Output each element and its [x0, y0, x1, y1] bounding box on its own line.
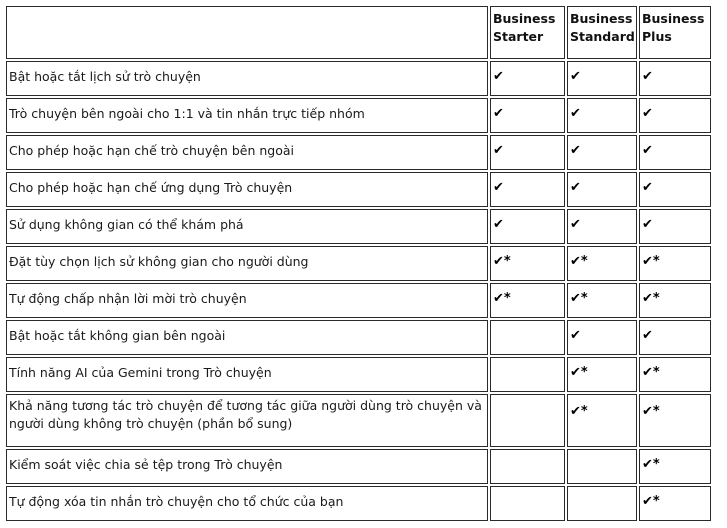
check-icon: ✔: [493, 106, 504, 121]
check-icon: ✔: [570, 328, 581, 343]
feature-comparison-table: [4, 4, 713, 523]
standard-cell: [567, 320, 637, 355]
starter-cell: [490, 209, 565, 244]
table-row: [6, 209, 711, 244]
standard-cell: [567, 394, 637, 447]
standard-cell: [567, 246, 637, 281]
starter-cell: [490, 61, 565, 96]
check-icon: ✔*: [570, 291, 588, 306]
check-icon: ✔: [570, 143, 581, 158]
table-row: [6, 486, 711, 521]
check-icon: ✔: [493, 180, 504, 195]
header-business-starter: [490, 6, 565, 59]
table-row: [6, 98, 711, 133]
plus-cell: [639, 394, 711, 447]
starter-cell: [490, 357, 565, 392]
header-row: [6, 6, 711, 59]
check-icon: ✔*: [642, 404, 660, 419]
plus-cell: [639, 246, 711, 281]
starter-cell: [490, 394, 565, 447]
feature-cell: [6, 209, 488, 244]
plus-cell: [639, 98, 711, 133]
feature-label: Trò chuyện bên ngoài cho 1:1 và tin nhắn trực tiếp nhóm: [9, 106, 365, 121]
table-row: [6, 283, 711, 318]
plus-cell: [639, 449, 711, 484]
check-icon: ✔: [642, 180, 653, 195]
check-icon: ✔: [493, 143, 504, 158]
header-business-standard: [567, 6, 637, 59]
standard-cell: [567, 486, 637, 521]
check-icon: ✔*: [493, 254, 511, 269]
feature-label: Tự động chấp nhận lời mời trò chuyện: [9, 291, 247, 306]
plus-cell: [639, 61, 711, 96]
plus-cell: [639, 320, 711, 355]
feature-cell: [6, 135, 488, 170]
check-icon: ✔*: [642, 291, 660, 306]
standard-cell: [567, 449, 637, 484]
header-business-plus: [639, 6, 711, 59]
standard-cell: [567, 135, 637, 170]
standard-cell: [567, 283, 637, 318]
table-row: [6, 357, 711, 392]
check-icon: ✔*: [642, 457, 660, 472]
feature-label: Đặt tùy chọn lịch sử không gian cho người dùng: [9, 254, 309, 269]
check-icon: ✔*: [570, 404, 588, 419]
feature-cell: [6, 357, 488, 392]
starter-cell: [490, 320, 565, 355]
table-row: [6, 246, 711, 281]
feature-cell: [6, 61, 488, 96]
check-icon: [568, 487, 636, 493]
check-icon: [491, 487, 564, 493]
feature-label: Khả năng tương tác trò chuyện để tương tác giữa người dùng trò chuyện và người dùng không trò chuyện (phần bổ sung): [9, 398, 482, 431]
check-icon: [491, 450, 564, 456]
standard-cell: [567, 61, 637, 96]
table-row: [6, 449, 711, 484]
feature-label: Kiểm soát việc chia sẻ tệp trong Trò chuyện: [9, 457, 283, 472]
plus-cell: [639, 357, 711, 392]
standard-cell: [567, 357, 637, 392]
check-icon: ✔: [642, 69, 653, 84]
check-icon: ✔: [493, 69, 504, 84]
starter-cell: [490, 135, 565, 170]
header-feature-cell: [6, 6, 488, 59]
table-row: [6, 135, 711, 170]
feature-cell: [6, 486, 488, 521]
check-icon: ✔: [642, 328, 653, 343]
standard-cell: [567, 98, 637, 133]
feature-cell: [6, 394, 488, 447]
table-row: [6, 394, 711, 447]
check-icon: [491, 395, 564, 403]
table-row: [6, 320, 711, 355]
check-icon: ✔: [642, 143, 653, 158]
check-icon: ✔: [642, 217, 653, 232]
plus-cell: [639, 172, 711, 207]
check-icon: ✔*: [493, 291, 511, 306]
plan-name-plus: Business Plus: [642, 11, 705, 44]
check-icon: ✔*: [570, 254, 588, 269]
standard-cell: [567, 172, 637, 207]
standard-cell: [567, 209, 637, 244]
starter-cell: [490, 449, 565, 484]
plan-name-starter: Business Starter: [493, 11, 556, 44]
plus-cell: [639, 486, 711, 521]
check-icon: ✔: [570, 217, 581, 232]
feature-label: Cho phép hoặc hạn chế trò chuyện bên ngoài: [9, 143, 294, 158]
plus-cell: [639, 209, 711, 244]
feature-label: Sử dụng không gian có thể khám phá: [9, 217, 244, 232]
starter-cell: [490, 283, 565, 318]
table-row: [6, 61, 711, 96]
check-icon: [491, 321, 564, 327]
feature-cell: [6, 320, 488, 355]
plan-name-standard: Business Standard: [570, 11, 635, 44]
feature-label: Cho phép hoặc hạn chế ứng dụng Trò chuyện: [9, 180, 293, 195]
feature-cell: [6, 283, 488, 318]
feature-label: Bật hoặc tắt không gian bên ngoài: [9, 328, 226, 343]
check-icon: ✔*: [642, 254, 660, 269]
check-icon: ✔*: [642, 365, 660, 380]
feature-cell: [6, 172, 488, 207]
feature-label: Tính năng AI của Gemini trong Trò chuyện: [9, 365, 272, 380]
plus-cell: [639, 135, 711, 170]
table-row: [6, 172, 711, 207]
check-icon: [568, 450, 636, 456]
check-icon: ✔: [570, 69, 581, 84]
feature-cell: [6, 246, 488, 281]
check-icon: ✔*: [642, 494, 660, 509]
check-icon: ✔: [642, 106, 653, 121]
starter-cell: [490, 246, 565, 281]
plus-cell: [639, 283, 711, 318]
feature-cell: [6, 449, 488, 484]
feature-cell: [6, 98, 488, 133]
check-icon: [491, 358, 564, 364]
check-icon: ✔: [570, 106, 581, 121]
starter-cell: [490, 98, 565, 133]
check-icon: ✔*: [570, 365, 588, 380]
starter-cell: [490, 486, 565, 521]
check-icon: ✔: [493, 217, 504, 232]
feature-label: Bật hoặc tắt lịch sử trò chuyện: [9, 69, 201, 84]
check-icon: ✔: [570, 180, 581, 195]
feature-label: Tự động xóa tin nhắn trò chuyện cho tổ chức của bạn: [9, 494, 344, 509]
starter-cell: [490, 172, 565, 207]
